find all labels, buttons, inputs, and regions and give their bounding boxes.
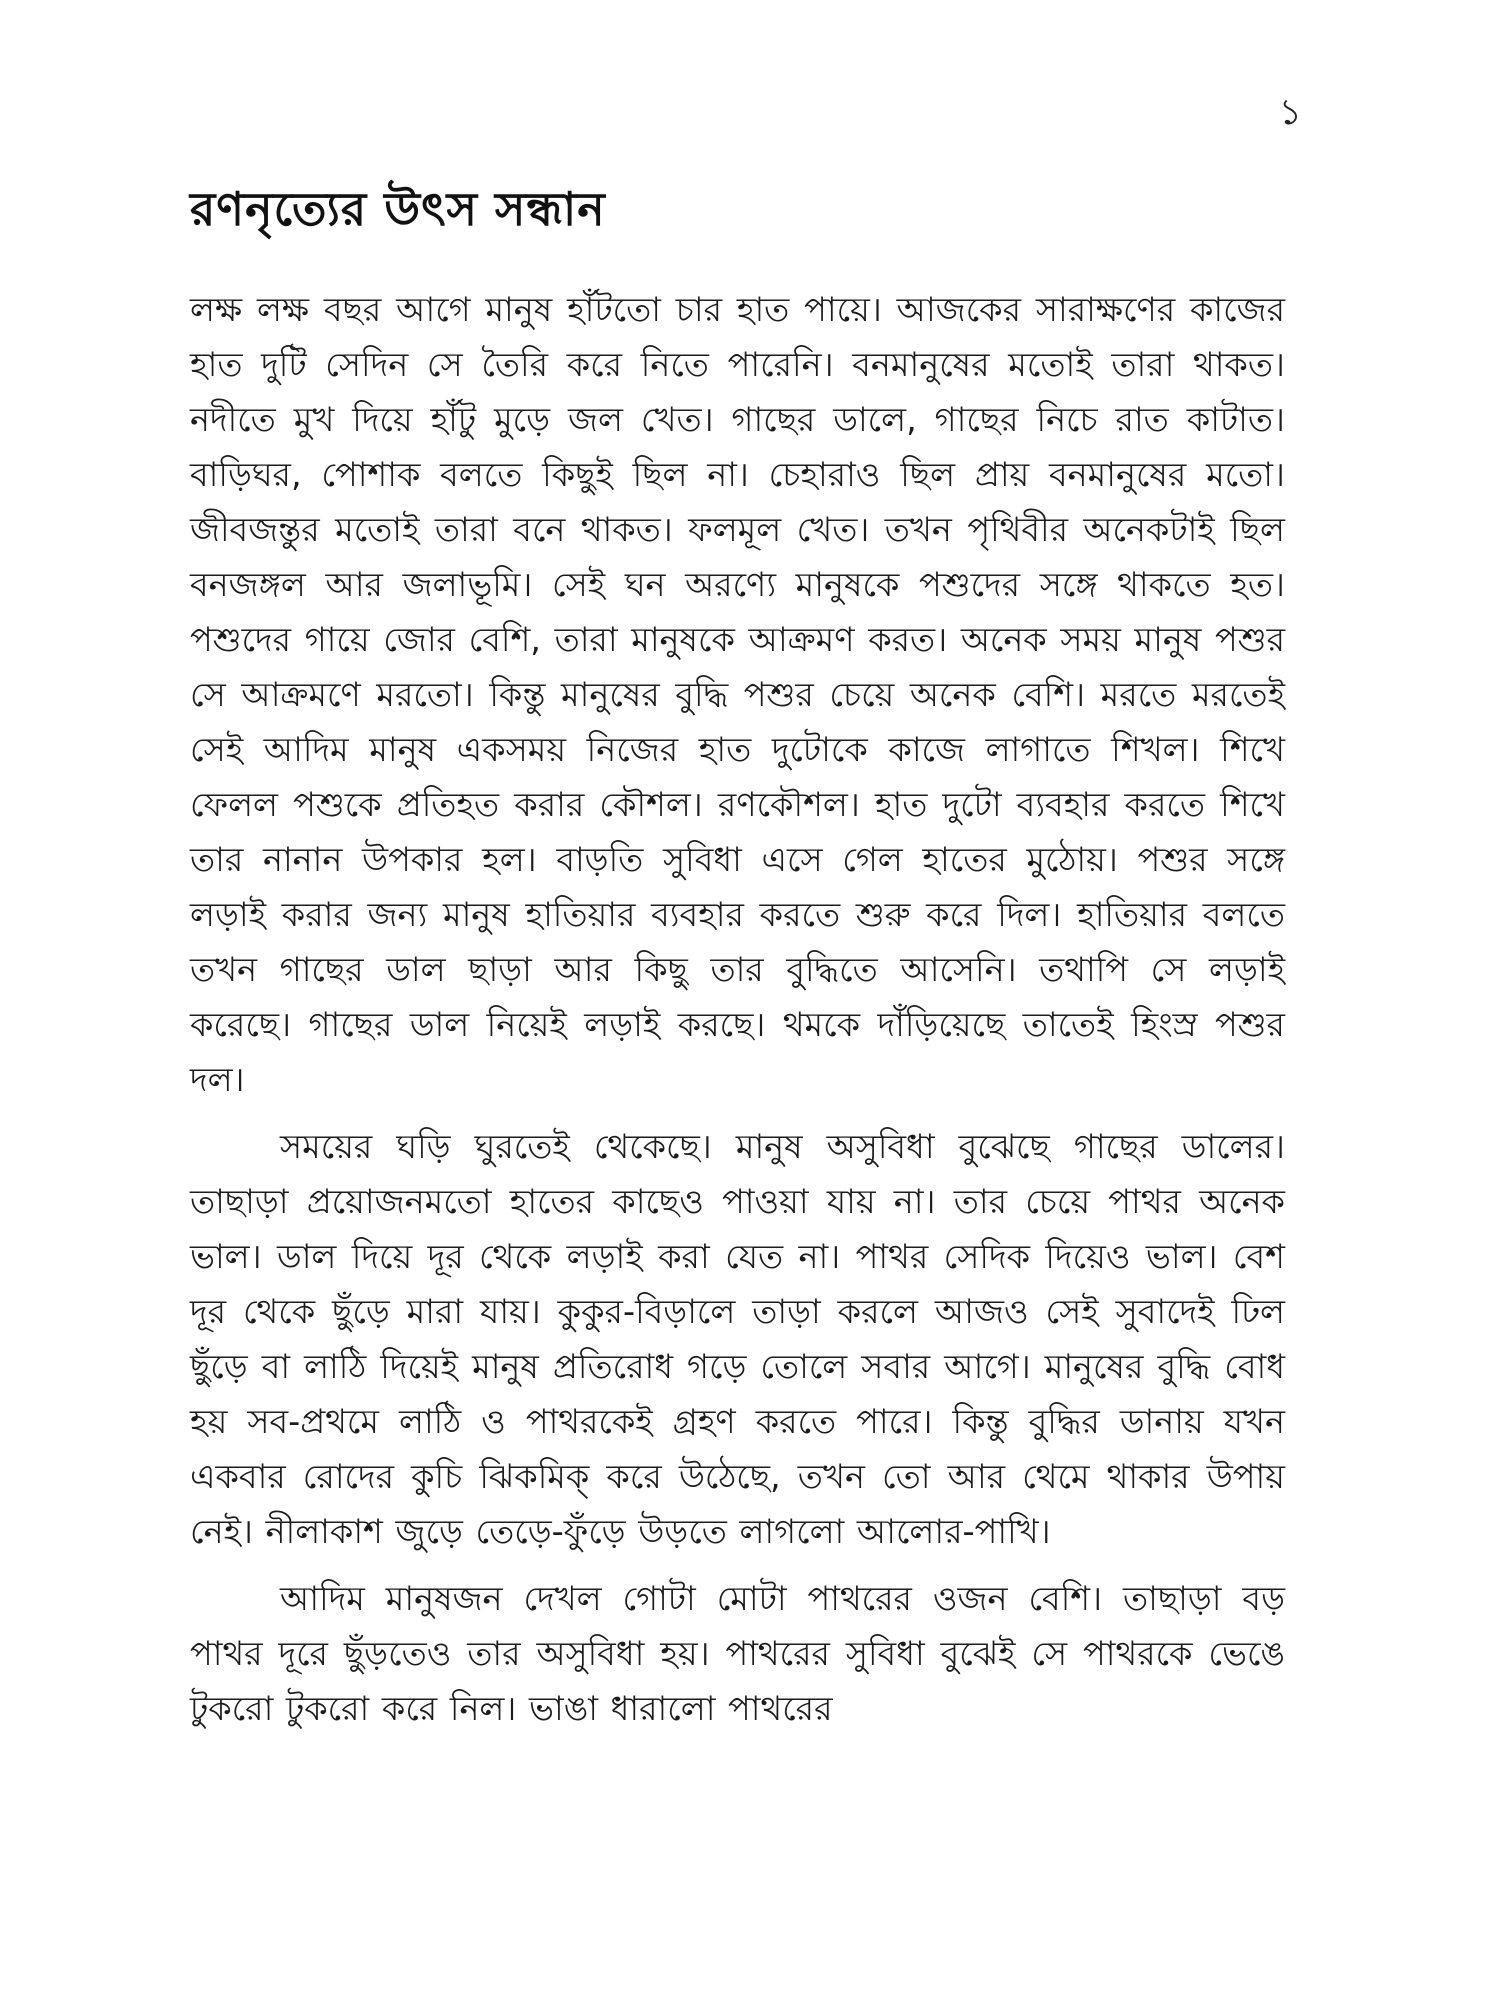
chapter-title: রণনৃত্যের উৎস সন্ধান: [190, 182, 606, 236]
body-text: [190, 282, 1285, 1736]
page-number: ১: [1278, 92, 1302, 133]
paragraph-1: লক্ষ লক্ষ বছর আগে মানুষ হাঁটতো চার হাত পায়ে। আজকের সারাক্ষণের কাজের হাত দুটি সেদিন সে তৈরি করে নিতে পারেনি। বনমানুষের মতোই তারা থাকত। নদীতে মুখ দিয়ে হাঁটু মুড়ে জল খেত। গাছের ডালে, গাছের নিচে রাত কাটাত। বাড়িঘর, পোশাক বলতে কিছুই ছিল না। চেহারাও ছিল প্রায় বনমানুষের মতো। জীবজন্তুর মতোই তারা বনে থাকত। ফলমূল খেত। তখন পৃথিবীর অনেকটাই ছিল বনজঙ্গল আর জলাভূমি। সেই ঘন অরণ্যে মানুষকে পশুদের সঙ্গে থাকতে হত। পশুদের গায়ে জোর বেশি, তারা মানুষকে আক্রমণ করত। অনেক সময় মানুষ পশুর সে আক্রমণে মরতো। কিন্তু মানুষের বুদ্ধি পশুর চেয়ে অনেক বেশি। মরতে মরতেই সেই আদিম মানুষ একসময় নিজের হাত দুটোকে কাজে লাগাতে শিখল। শিখে ফেলল পশুকে প্রতিহত করার কৌশল। রণকৌশল। হাত দুটো ব্যবহার করতে শিখে তার নানান উপকার হল। বাড়তি সুবিধা এসে গেল হাতের মুঠোয়। পশুর সঙ্গে লড়াই করার জন্য মানুষ হাতিয়ার ব্যবহার করতে শুরু করে দিল। হাতিয়ার বলতে তখন গাছের ডাল ছাড়া আর কিছু তার বুদ্ধিতে আসেনি। তথাপি সে লড়াই করেছে। গাছের ডাল নিয়েই লড়াই করছে। থমকে দাঁড়িয়েছে তাতেই হিংস্র পশুর দল।: [190, 290, 1285, 1100]
paragraph-2: সময়ের ঘড়ি ঘুরতেই থেকেছে। মানুষ অসুবিধা বুঝেছে গাছের ডালের। তাছাড়া প্রয়োজনমতো হাতের কাছেও পাওয়া যায় না। তার চেয়ে পাথর অনেক ভাল। ডাল দিয়ে দূর থেকে লড়াই করা যেত না। পাথর সেদিক দিয়েও ভাল। বেশ দূর থেকে ছুঁড়ে মারা যায়। কুকুর-বিড়ালে তাড়া করলে আজও সেই সুবাদেই ঢিল ছুঁড়ে বা লাঠি দিয়েই মানুষ প্রতিরোধ গড়ে তোলে সবার আগে। মানুষের বুদ্ধি বোধ হয় সব-প্রথমে লাঠি ও পাথরকেই গ্রহণ করতে পারে। কিন্তু বুদ্ধির ডানায় যখন একবার রোদের কুচি ঝিকমিক্ করে উঠেছে, তখন তো আর থেমে থাকার উপায় নেই। নীলাকাশ জুড়ে তেড়ে-ফুঁড়ে উড়তে লাগলো আলোর-পাখি।: [190, 1127, 1285, 1552]
paragraph-3: আদিম মানুষজন দেখল গোটা মোটা পাথরের ওজন বেশি। তাছাড়া বড় পাথর দূরে ছুঁড়তেও তার অসুবিধা হয়। পাথরের সুবিধা বুঝেই সে পাথরকে ভেঙে টুকরো টুকরো করে নিল। ভাঙা ধারালো পাথরের: [190, 1579, 1285, 1729]
